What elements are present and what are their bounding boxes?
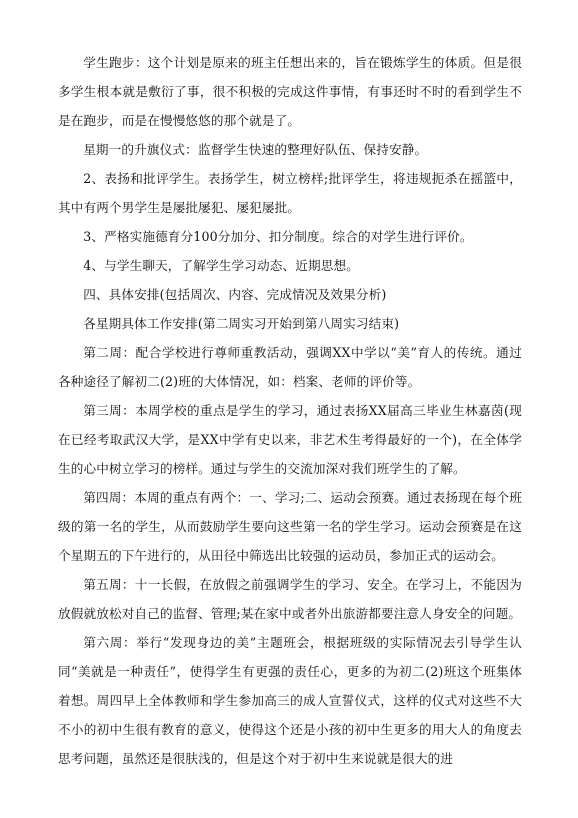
paragraph-week-three: 第三周：本周学校的重点是学生的学习，通过表扬XX届高三毕业生林嘉茵(现在已经考取武汉大学，是XX中学有史以来，非艺术生考得最好的一个)，在全体学生的心中树立学习的榜样。通过与学生的交流加深对我们班学生的了解。 xyxy=(58,403,522,476)
paragraph-chat-students: 4、与学生聊天，了解学生学习动态、近期思想。 xyxy=(83,258,359,273)
paragraph-week-four: 第四周：本周的重点有两个：一、学习;二、运动会预赛。通过表扬现在每个班级的第一名的学生，从而鼓励学生要向这些第一名的学生学习。运动会预赛是在这个星期五的下午进行的，从田径中筛选出比较强的运动员，参加正式的运动会。 xyxy=(58,490,522,563)
paragraph-moral-score: 3、严格实施德育分100分加分、扣分制度。综合的对学生进行评价。 xyxy=(83,229,473,244)
paragraph-week-two: 第二周：配合学校进行尊师重教活动，强调XX中学以“美”育人的传统。通过各种途径了解初二(2)班的大体情况，如：档案、老师的评价等。 xyxy=(58,345,522,389)
paragraph-week-five: 第五周：十一长假，在放假之前强调学生的学习、安全。在学习上，不能因为放假就放松对自己的监督、管理;某在家中或者外出旅游都要注意人身安全的问题。 xyxy=(58,577,522,621)
section-heading-arrangement: 四、具体安排(包括周次、内容、完成情况及效果分析) xyxy=(83,287,387,302)
paragraph-praise-criticize: 2、表扬和批评学生。表扬学生，树立榜样;批评学生，将违规扼杀在摇篮中，其中有两个男学生是屡批屡犯、屡犯屡批。 xyxy=(58,171,522,215)
paragraph-flag-ceremony: 星期一的升旗仪式：监督学生快速的整理好队伍、保持安静。 xyxy=(83,142,428,157)
paragraph-student-running: 学生跑步：这个计划是原来的班主任想出来的，旨在锻炼学生的体质。但是很多学生根本就是敷衍了事，很不积极的完成这件事情，有事还时不时的看到学生不是在跑步，而是在慢慢悠悠的那个就是了。 xyxy=(58,55,522,128)
paragraph-week-six: 第六周：举行“发现身边的美”主题班会，根据班级的实际情况去引导学生认同“美就是一种责任”，使得学生有更强的责任心，更多的为初二(2)班这个班集体着想。周四早上全体教师和学生参加高三的成人宣誓仪式，这样的仪式对这些不大不小的初中生很有教育的意义，使得这个还是小孩的初中生更多的用大人的角度去思考问题，虽然还是很肤浅的，但是这个对于初中生来说就是很大的进 xyxy=(58,635,522,766)
paragraph-weekly-plan-intro: 各星期具体工作安排(第二周实习开始到第八周实习结束) xyxy=(83,316,400,331)
